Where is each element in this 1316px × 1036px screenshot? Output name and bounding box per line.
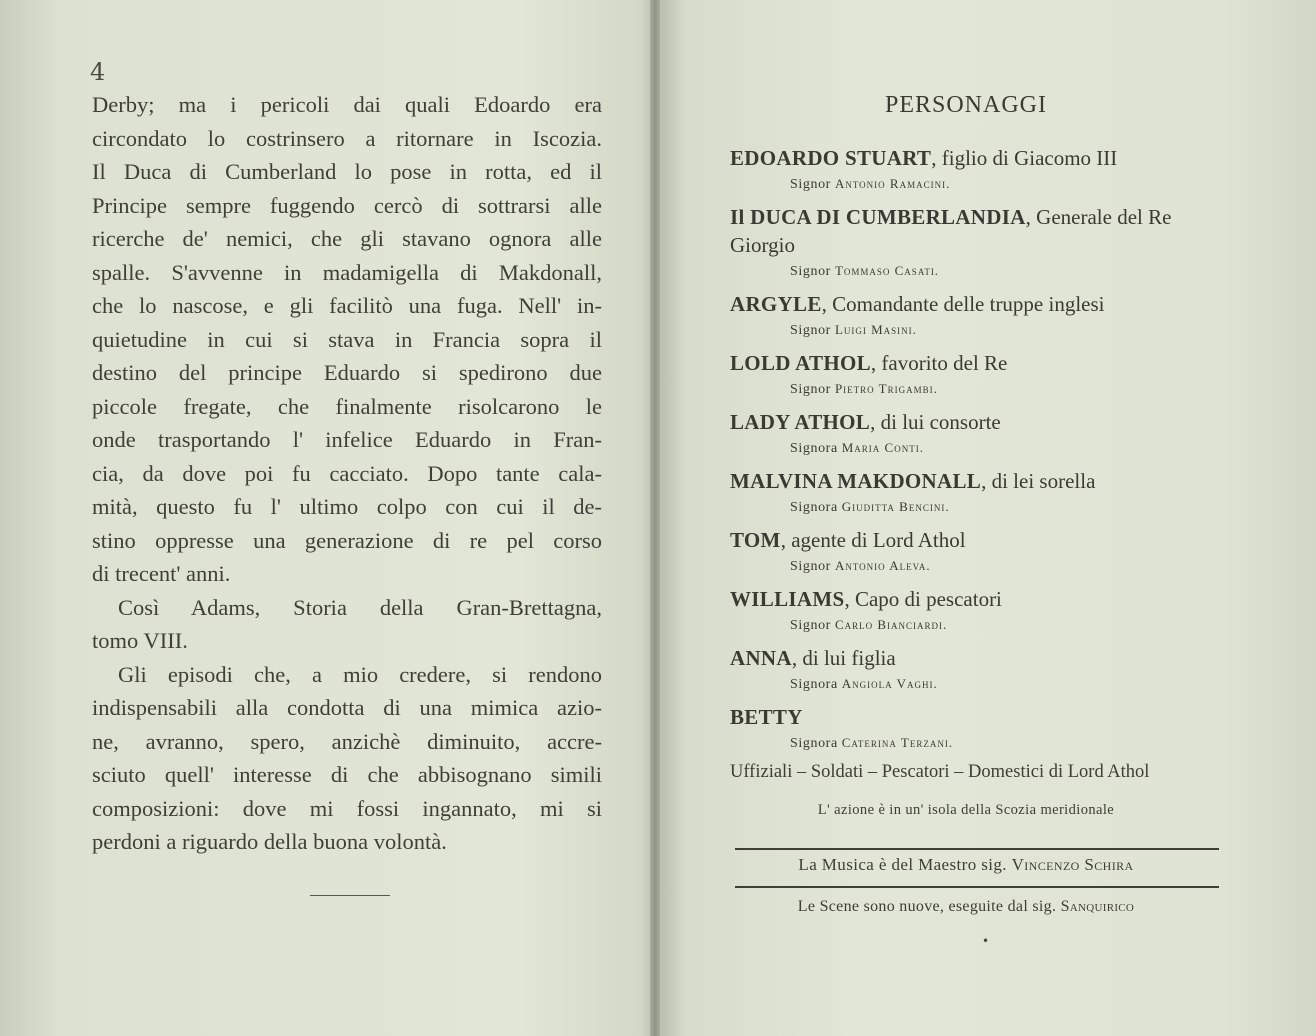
actor-honorific: Signor	[790, 382, 831, 397]
cast-entry	[730, 144, 1240, 197]
actor-name: Pietro Trigambi.	[834, 381, 938, 396]
text-line: stino oppresse una generazione di re pel corso	[92, 527, 602, 553]
book-gutter	[650, 0, 660, 1036]
role-description: , di lui figlia	[791, 646, 896, 670]
text-line: Derby; ma i pericoli dai quali Edoardo era	[92, 92, 602, 117]
citation-line: Così Adams, Storia della Gran-Brettagna,	[118, 594, 602, 620]
role-description: , di lei sorella	[981, 469, 1096, 493]
cast-entry	[730, 408, 1240, 461]
role-line	[730, 203, 1240, 231]
role-name: LADY ATHOL	[730, 410, 871, 434]
text-line: Gli episodi che, a mio credere, si rendono	[118, 661, 602, 687]
actor-line	[730, 259, 1240, 284]
actor-line	[730, 731, 1240, 756]
actor-name: Antonio Ramacini.	[834, 176, 951, 191]
cast-heading: PERSONAGGI	[884, 92, 1047, 118]
actor-name: Giuditta Bencini.	[841, 499, 950, 514]
role-line	[730, 526, 1240, 554]
role-line	[730, 644, 1240, 672]
text-line: composizioni: dove mi fossi ingannato, mi si	[92, 795, 602, 821]
role-line	[730, 703, 1240, 731]
historical-note	[92, 88, 602, 859]
cast-entry	[730, 644, 1240, 697]
role-name: TOM	[730, 528, 781, 552]
end-rule-divider	[310, 895, 390, 896]
role-name: MALVINA MAKDONALL	[730, 469, 982, 493]
setting-line: L' azione è in un' isola della Scozia meridionale	[817, 802, 1115, 818]
role-name: BETTY	[730, 705, 803, 729]
actor-line	[730, 172, 1240, 197]
text-line: quietudine in cui si stava in Francia sopra il	[92, 326, 602, 352]
actor-name: Maria Conti.	[841, 440, 924, 455]
actor-honorific: Signora	[790, 736, 838, 751]
actor-name: Tommaso Casati.	[834, 263, 940, 278]
actor-honorific: Signor	[790, 323, 831, 338]
actor-line	[730, 613, 1240, 638]
actor-line	[730, 495, 1240, 520]
role-description: , agente di Lord Athol	[780, 528, 966, 552]
text-line: ne, avranno, spero, anzichè diminuito, accre-	[92, 728, 602, 754]
cast-entry	[730, 290, 1240, 343]
role-line	[730, 290, 1240, 318]
text-line: onde trasportando l' infelice Eduardo in Fran-	[92, 427, 602, 452]
text-line: Principe sempre fuggendo cercò di sottrarsi alle	[92, 192, 602, 218]
ornament-dot: •	[982, 934, 990, 948]
role-name: ARGYLE	[730, 292, 822, 316]
music-prefix: La Musica è del Maestro sig.	[798, 855, 1007, 874]
actor-name: Carlo Bianciardi.	[834, 617, 948, 632]
actor-name: Caterina Terzani.	[841, 735, 954, 750]
role-description: , di lui consorte	[870, 410, 1001, 434]
cast-list	[730, 144, 1240, 762]
actor-name: Angiola Vaghi.	[841, 676, 938, 691]
text-line: sciuto quell' interesse di che abbisognano simili	[92, 762, 602, 787]
text-line: destino del principe Eduardo si spedirono due	[92, 360, 602, 385]
text-line: che lo nascose, e gli facilitò una fuga. Nell' in-	[92, 293, 602, 318]
text-line: ricerche de' nemici, che gli stavano ognora alle	[92, 226, 602, 251]
music-credit	[656, 855, 1276, 875]
actor-honorific: Signora	[790, 441, 838, 456]
cast-entry	[730, 467, 1240, 520]
cast-entry	[730, 585, 1240, 638]
text-line: cia, da dove poi fu cacciato. Dopo tante cala-	[92, 460, 602, 486]
actor-name: Luigi Masini.	[834, 322, 917, 337]
role-name: ANNA	[730, 646, 792, 670]
role-line	[730, 408, 1240, 436]
citation-line: tomo VIII.	[92, 628, 188, 653]
actor-line	[730, 318, 1240, 343]
role-name: WILLIAMS	[730, 587, 845, 611]
actor-honorific: Signor	[790, 264, 831, 279]
text-line: piccole fregate, che finalmente risolcarono le	[92, 393, 602, 419]
text-line: mità, questo fu l' ultimo colpo con cui il de-	[92, 494, 602, 519]
actor-honorific: Signor	[790, 618, 831, 633]
painter-name: Sanquirico	[1060, 898, 1135, 915]
actor-line	[730, 377, 1240, 402]
role-description: , Capo di pescatori	[844, 587, 1002, 611]
text-line: Il Duca di Cumberland lo pose in rotta, ed il	[92, 159, 602, 184]
role-description: , figlio di Giacomo III	[931, 146, 1118, 170]
scenes-credit	[656, 898, 1276, 916]
actor-line	[730, 436, 1240, 461]
ensemble-line: Uffiziali – Soldati – Pescatori – Domestici di Lord Athol	[730, 762, 1150, 782]
role-description-continued: Giorgio	[730, 233, 795, 257]
text-line: circondato lo costrinsero a ritornare in Iscozia.	[92, 125, 602, 151]
text-line: perdoni a riguardo della buona volontà.	[92, 829, 447, 854]
actor-name: Antonio Aleva.	[834, 558, 931, 573]
left-page	[0, 0, 656, 1036]
role-name: LOLD ATHOL	[730, 351, 871, 375]
role-name: EDOARDO STUART	[730, 146, 932, 170]
rule-divider	[735, 848, 1219, 850]
role-line	[730, 585, 1240, 613]
actor-honorific: Signora	[790, 677, 838, 692]
scenes-prefix: Le Scene sono nuove, eseguite dal sig.	[797, 898, 1057, 915]
role-line	[730, 467, 1240, 495]
role-description: , Generale del Re	[1025, 205, 1172, 229]
role-description: , Comandante delle truppe inglesi	[821, 292, 1105, 316]
text-line: di trecent' anni.	[92, 561, 231, 586]
actor-honorific: Signor	[790, 177, 831, 192]
composer-name: Vincenzo Schira	[1011, 855, 1134, 874]
cast-entry	[730, 203, 1240, 284]
cast-entry	[730, 526, 1240, 579]
text-line: spalle. S'avvenne in madamigella di Makdonall,	[92, 259, 602, 285]
actor-line	[730, 554, 1240, 579]
cast-entry	[730, 349, 1240, 402]
actor-line	[730, 672, 1240, 697]
role-line	[730, 144, 1240, 172]
actor-honorific: Signora	[790, 500, 838, 515]
role-name: Il DUCA DI CUMBERLANDIA	[730, 205, 1026, 229]
role-description: , favorito del Re	[870, 351, 1008, 375]
text-line: indispensabili alla condotta di una mimica azio-	[92, 695, 602, 720]
actor-honorific: Signor	[790, 559, 831, 574]
page-number: 4	[90, 58, 106, 86]
cast-entry	[730, 703, 1240, 756]
role-line	[730, 349, 1240, 377]
rule-divider	[735, 886, 1219, 888]
